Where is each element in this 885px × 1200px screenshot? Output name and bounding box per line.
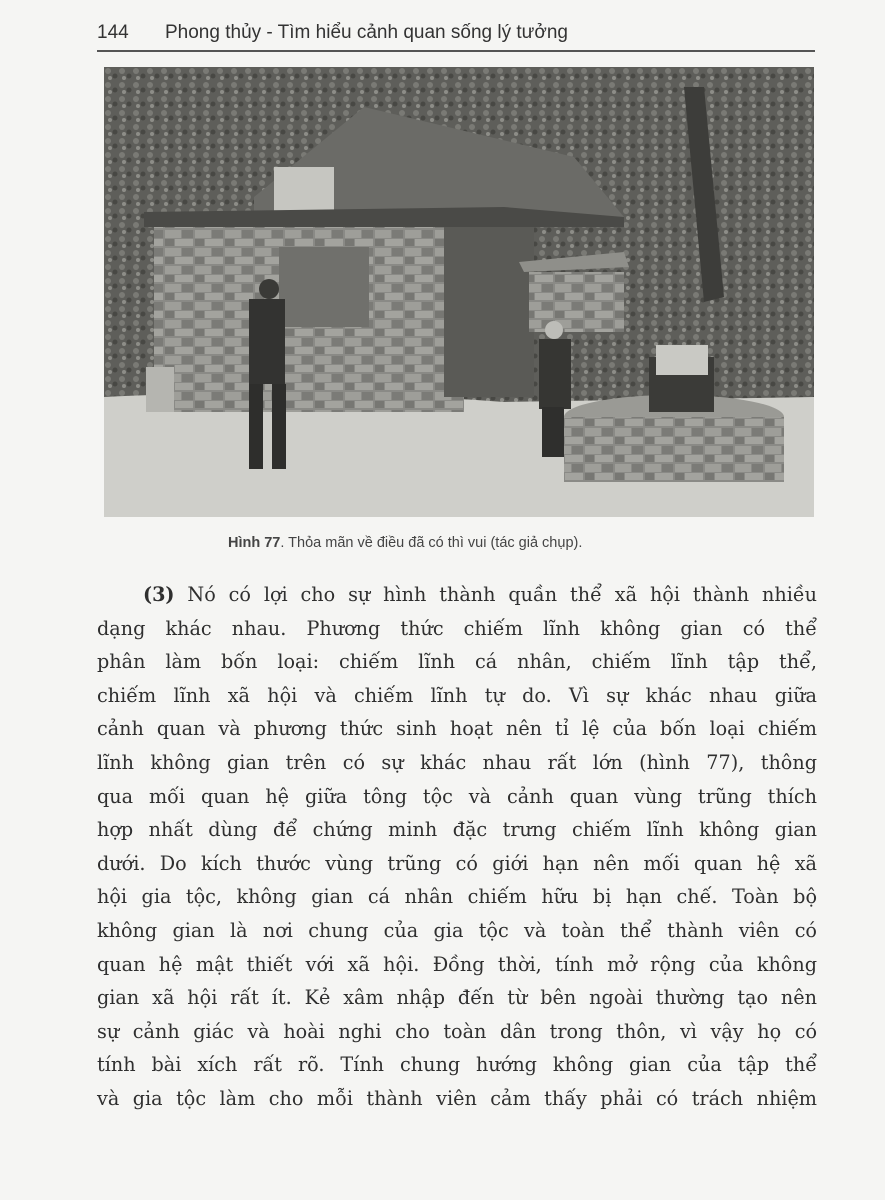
figure-caption-text: . Thỏa mãn về điều đã có thì vui (tác giả chụp).	[280, 535, 583, 551]
body-line: lĩnh không gian trên có sự khác nhau rất lớn (hình 77), thông	[97, 750, 817, 774]
body-line: phân làm bốn loại: chiếm lĩnh cá nhân, chiếm lĩnh tập thể,	[97, 650, 817, 674]
body-line: (3) Nó có lợi cho sự hình thành quần thể xã hội thành nhiều	[143, 583, 817, 606]
body-line: hội gia tộc, không gian cá nhân chiếm hữu bị hạn chế. Toàn bộ	[97, 885, 817, 909]
body-line: dạng khác nhau. Phương thức chiếm lĩnh không gian có thể	[97, 616, 817, 640]
figure-label: Hình 77	[228, 535, 281, 551]
paragraph-number: (3)	[143, 583, 175, 606]
body-line: tính bài xích rất rõ. Tính chung hướng không gian của tập thể	[97, 1053, 817, 1077]
body-line: và gia tộc làm cho mỗi thành viên cảm thấy phải có trách nhiệm	[97, 1086, 817, 1110]
body-paragraph	[97, 578, 817, 1116]
figure-caption	[228, 535, 698, 551]
body-line: qua mối quan hệ giữa tông tộc và cảnh quan vùng trũng thích	[97, 784, 817, 808]
body-line: sự cảnh giác và hoài nghi cho toàn dân trong thôn, vì vậy họ có	[97, 1019, 817, 1043]
body-line: chiếm lĩnh xã hội và chiếm lĩnh tự do. Vì sự khác nhau giữa	[97, 683, 817, 707]
body-line: gian xã hội rất ít. Kẻ xâm nhập đến từ bên ngoài thường tạo nên	[97, 986, 817, 1010]
figure-photo	[104, 67, 814, 517]
body-line: quan hệ mật thiết với xã hội. Đồng thời, tính mở rộng của không	[97, 952, 817, 976]
body-line: không gian là nơi chung của gia tộc và toàn thể thành viên có	[97, 918, 817, 942]
body-line: hợp nhất dùng để chứng minh đặc trưng chiếm lĩnh không gian	[97, 818, 817, 842]
page-number: 144	[97, 22, 129, 43]
running-title: Phong thủy - Tìm hiểu cảnh quan sống lý tưởng	[165, 22, 568, 43]
body-line: cảnh quan và phương thức sinh hoạt nên tỉ lệ của bốn loại chiếm	[97, 717, 817, 741]
photo-illustration	[104, 67, 814, 517]
body-line: dưới. Do kích thước vùng trũng có giới hạn nên mối quan hệ xã	[97, 851, 817, 875]
running-header	[97, 20, 815, 52]
